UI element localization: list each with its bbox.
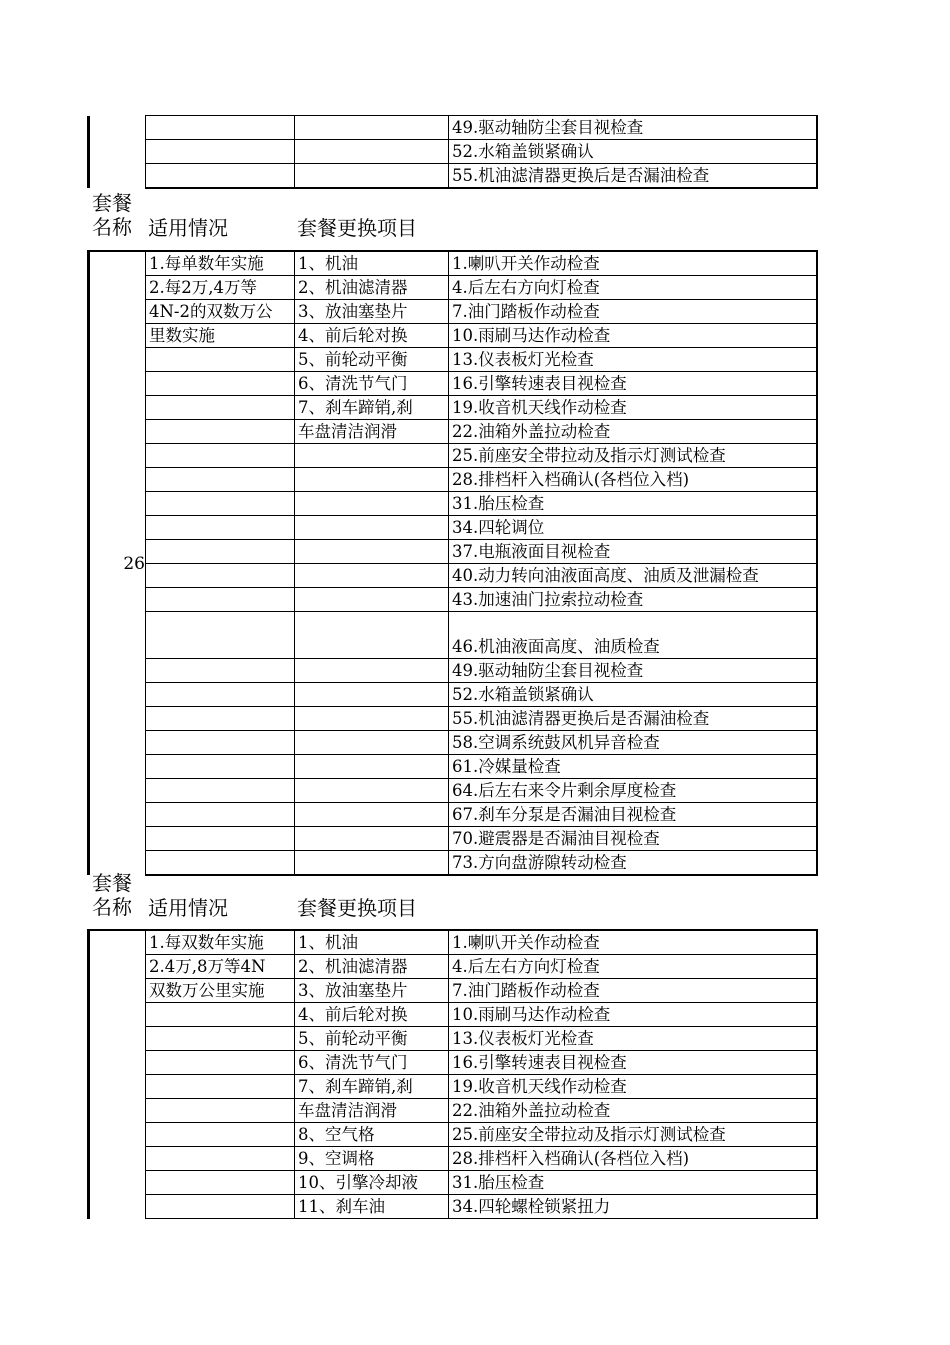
- applicability-cell: 1.每单数年实施: [146, 251, 295, 276]
- check-item-cell: 73.方向盘游隙转动检查: [449, 851, 817, 876]
- check-item-cell: 61.冷媒量检查: [449, 755, 817, 779]
- check-item-cell: 19.收音机天线作动检查: [449, 1075, 817, 1099]
- replace-item-cell: 11、刹车油: [295, 1195, 449, 1219]
- check-item-cell: 58.空调系统鼓风机异音检查: [449, 731, 817, 755]
- table-row: [89, 731, 817, 755]
- check-item-cell: 19.收音机天线作动检查: [449, 396, 817, 420]
- replace-item-cell: 6、清洗节气门: [295, 1051, 449, 1075]
- applicability-cell: [146, 444, 295, 468]
- check-item-cell: 49.驱动轴防尘套目视检查: [449, 659, 817, 683]
- applicability-cell: [146, 1099, 295, 1123]
- check-item-cell: 1.喇叭开关作动检查: [449, 930, 817, 955]
- table-row: [89, 348, 817, 372]
- applicability-cell: 里数实施: [146, 324, 295, 348]
- table-row: [89, 140, 817, 164]
- applicability-cell: [146, 803, 295, 827]
- table-row: [89, 612, 817, 659]
- applicability-cell: [146, 516, 295, 540]
- check-item-cell: 40.动力转向油液面高度、油质及泄漏检查: [449, 564, 817, 588]
- replace-item-cell: [295, 612, 449, 659]
- package-number-cell: [89, 251, 146, 875]
- applicability-cell: [146, 1075, 295, 1099]
- replace-item-cell: 7、刹车蹄销,刹: [295, 1075, 449, 1099]
- table-row: [89, 1075, 817, 1099]
- replace-item-cell: 3、放油塞垫片: [295, 979, 449, 1003]
- replace-item-cell: [295, 564, 449, 588]
- applicability-cell: [146, 492, 295, 516]
- replace-item-cell: 车盘清洁润滑: [295, 420, 449, 444]
- check-item-cell: 13.仪表板灯光检查: [449, 348, 817, 372]
- table-row: [89, 683, 817, 707]
- applicability-cell: [146, 468, 295, 492]
- replace-items-header-1: 套餐更换项目: [297, 216, 417, 240]
- check-item-cell: 28.排档杆入档确认(各档位入档): [449, 1147, 817, 1171]
- replace-item-cell: 9、空调格: [295, 1147, 449, 1171]
- replace-item-cell: 2、机油滤清器: [295, 276, 449, 300]
- replace-item-cell: 10、引擎冷却液: [295, 1171, 449, 1195]
- replace-item-cell: [295, 851, 449, 876]
- replace-item-cell: 3、放油塞垫片: [295, 300, 449, 324]
- check-item-cell: 25.前座安全带拉动及指示灯测试检查: [449, 1123, 817, 1147]
- table-row: [89, 164, 817, 189]
- applicability-cell: [146, 779, 295, 803]
- replace-item-cell: [295, 779, 449, 803]
- table-row: [89, 492, 817, 516]
- applicability-cell: [146, 659, 295, 683]
- package-number-cell: [89, 116, 146, 189]
- replace-item-cell: [295, 683, 449, 707]
- replace-item-cell: [295, 540, 449, 564]
- table-row: [89, 468, 817, 492]
- package-number: 26: [123, 553, 145, 574]
- check-item-cell: 49.驱动轴防尘套目视检查: [449, 116, 817, 140]
- replace-item-cell: [295, 116, 449, 140]
- replace-item-cell: [295, 827, 449, 851]
- table-row: [89, 1051, 817, 1075]
- applicability-cell: [146, 1123, 295, 1147]
- check-item-cell: 10.雨刷马达作动检查: [449, 324, 817, 348]
- applicability-cell: [146, 683, 295, 707]
- check-item-cell: 22.油箱外盖拉动检查: [449, 420, 817, 444]
- table-row: [89, 755, 817, 779]
- replace-item-cell: 7、刹车蹄销,刹: [295, 396, 449, 420]
- table-row: [89, 420, 817, 444]
- applicability-cell: [146, 755, 295, 779]
- check-item-cell: 22.油箱外盖拉动检查: [449, 1099, 817, 1123]
- applicability-cell: 双数万公里实施: [146, 979, 295, 1003]
- continued-checklist-table: [87, 115, 818, 189]
- applicability-cell: [146, 1051, 295, 1075]
- applicability-cell: 1.每双数年实施: [146, 930, 295, 955]
- table-row: [89, 540, 817, 564]
- table-row: [89, 979, 817, 1003]
- check-item-cell: 64.后左右来令片剩余厚度检查: [449, 779, 817, 803]
- table-row: [89, 116, 817, 140]
- applicability-cell: [146, 1195, 295, 1219]
- applicability-cell: [146, 1003, 295, 1027]
- applicability-cell: [146, 116, 295, 140]
- applicability-cell: [146, 851, 295, 876]
- applicability-cell: [146, 707, 295, 731]
- replace-item-cell: [295, 707, 449, 731]
- table-row: [89, 1195, 817, 1219]
- applicability-cell: [146, 164, 295, 189]
- package-name-label-1: 套餐 名称: [92, 191, 132, 239]
- table-row: [89, 372, 817, 396]
- table-row: [89, 324, 817, 348]
- replace-item-cell: [295, 492, 449, 516]
- check-item-cell: 37.电瓶液面目视检查: [449, 540, 817, 564]
- check-item-cell: 25.前座安全带拉动及指示灯测试检查: [449, 444, 817, 468]
- table-row: [89, 276, 817, 300]
- table-row: [89, 707, 817, 731]
- table-row: [89, 827, 817, 851]
- applicability-cell: [146, 140, 295, 164]
- check-item-cell: 13.仪表板灯光检查: [449, 1027, 817, 1051]
- table-row: [89, 251, 817, 276]
- replace-item-cell: 6、清洗节气门: [295, 372, 449, 396]
- applicability-header-2: 适用情况: [148, 896, 228, 920]
- check-item-cell: 52.水箱盖锁紧确认: [449, 140, 817, 164]
- check-item-cell: 4.后左右方向灯检查: [449, 955, 817, 979]
- check-item-cell: 46.机油液面高度、油质检查: [449, 612, 817, 659]
- applicability-cell: [146, 827, 295, 851]
- check-item-cell: 34.四轮调位: [449, 516, 817, 540]
- check-item-cell: 16.引擎转速表目视检查: [449, 1051, 817, 1075]
- replace-item-cell: 5、前轮动平衡: [295, 348, 449, 372]
- package-next-table: [87, 929, 818, 1219]
- table-row: [89, 1171, 817, 1195]
- check-item-cell: 16.引擎转速表目视检查: [449, 372, 817, 396]
- package-name-label-2: 套餐 名称: [92, 871, 132, 919]
- package-number-cell: [89, 930, 146, 1219]
- applicability-cell: [146, 420, 295, 444]
- check-item-cell: 31.胎压检查: [449, 492, 817, 516]
- check-item-cell: 7.油门踏板作动检查: [449, 300, 817, 324]
- applicability-cell: 2.每2万,4万等: [146, 276, 295, 300]
- table-row: [89, 1147, 817, 1171]
- replace-item-cell: [295, 803, 449, 827]
- replace-item-cell: 8、空气格: [295, 1123, 449, 1147]
- replace-item-cell: [295, 755, 449, 779]
- check-item-cell: 52.水箱盖锁紧确认: [449, 683, 817, 707]
- replace-item-cell: [295, 588, 449, 612]
- table-row: [89, 955, 817, 979]
- check-item-cell: 55.机油滤清器更换后是否漏油检查: [449, 707, 817, 731]
- table-row: [89, 659, 817, 683]
- check-item-cell: 4.后左右方向灯检查: [449, 276, 817, 300]
- table-row: [89, 779, 817, 803]
- check-item-cell: 7.油门踏板作动检查: [449, 979, 817, 1003]
- replace-items-header-2: 套餐更换项目: [297, 896, 417, 920]
- table-row: [89, 588, 817, 612]
- applicability-cell: 4N-2的双数万公: [146, 300, 295, 324]
- table-row: [89, 1027, 817, 1051]
- applicability-cell: [146, 564, 295, 588]
- applicability-cell: [146, 588, 295, 612]
- check-item-cell: 34.四轮螺栓锁紧扭力: [449, 1195, 817, 1219]
- replace-item-cell: 2、机油滤清器: [295, 955, 449, 979]
- applicability-cell: [146, 372, 295, 396]
- table-row: [89, 396, 817, 420]
- replace-item-cell: 4、前后轮对换: [295, 324, 449, 348]
- applicability-cell: [146, 612, 295, 659]
- applicability-cell: [146, 1171, 295, 1195]
- check-item-cell: 28.排档杆入档确认(各档位入档): [449, 468, 817, 492]
- replace-item-cell: [295, 659, 449, 683]
- check-item-cell: 1.喇叭开关作动检查: [449, 251, 817, 276]
- replace-item-cell: [295, 140, 449, 164]
- replace-item-cell: 车盘清洁润滑: [295, 1099, 449, 1123]
- package-26-table: [87, 250, 818, 876]
- check-item-cell: 55.机油滤清器更换后是否漏油检查: [449, 164, 817, 189]
- table-row: [89, 300, 817, 324]
- applicability-header-1: 适用情况: [148, 216, 228, 240]
- replace-item-cell: [295, 516, 449, 540]
- replace-item-cell: [295, 731, 449, 755]
- applicability-cell: [146, 1147, 295, 1171]
- check-item-cell: 70.避震器是否漏油目视检查: [449, 827, 817, 851]
- applicability-cell: [146, 731, 295, 755]
- replace-item-cell: [295, 164, 449, 189]
- check-item-cell: 67.刹车分泵是否漏油目视检查: [449, 803, 817, 827]
- applicability-cell: [146, 396, 295, 420]
- replace-item-cell: 4、前后轮对换: [295, 1003, 449, 1027]
- table-row: [89, 1123, 817, 1147]
- check-item-cell: 43.加速油门拉索拉动检查: [449, 588, 817, 612]
- replace-item-cell: 1、机油: [295, 251, 449, 276]
- replace-item-cell: [295, 444, 449, 468]
- check-item-cell: 31.胎压检查: [449, 1171, 817, 1195]
- table-row: [89, 516, 817, 540]
- table-row: [89, 444, 817, 468]
- replace-item-cell: 1、机油: [295, 930, 449, 955]
- check-item-cell: 10.雨刷马达作动检查: [449, 1003, 817, 1027]
- table-row: [89, 930, 817, 955]
- replace-item-cell: 5、前轮动平衡: [295, 1027, 449, 1051]
- table-row: [89, 1003, 817, 1027]
- applicability-cell: 2.4万,8万等4N: [146, 955, 295, 979]
- applicability-cell: [146, 540, 295, 564]
- table-row: [89, 1099, 817, 1123]
- applicability-cell: [146, 348, 295, 372]
- table-row: [89, 851, 817, 876]
- table-row: [89, 564, 817, 588]
- applicability-cell: [146, 1027, 295, 1051]
- replace-item-cell: [295, 468, 449, 492]
- table-row: [89, 803, 817, 827]
